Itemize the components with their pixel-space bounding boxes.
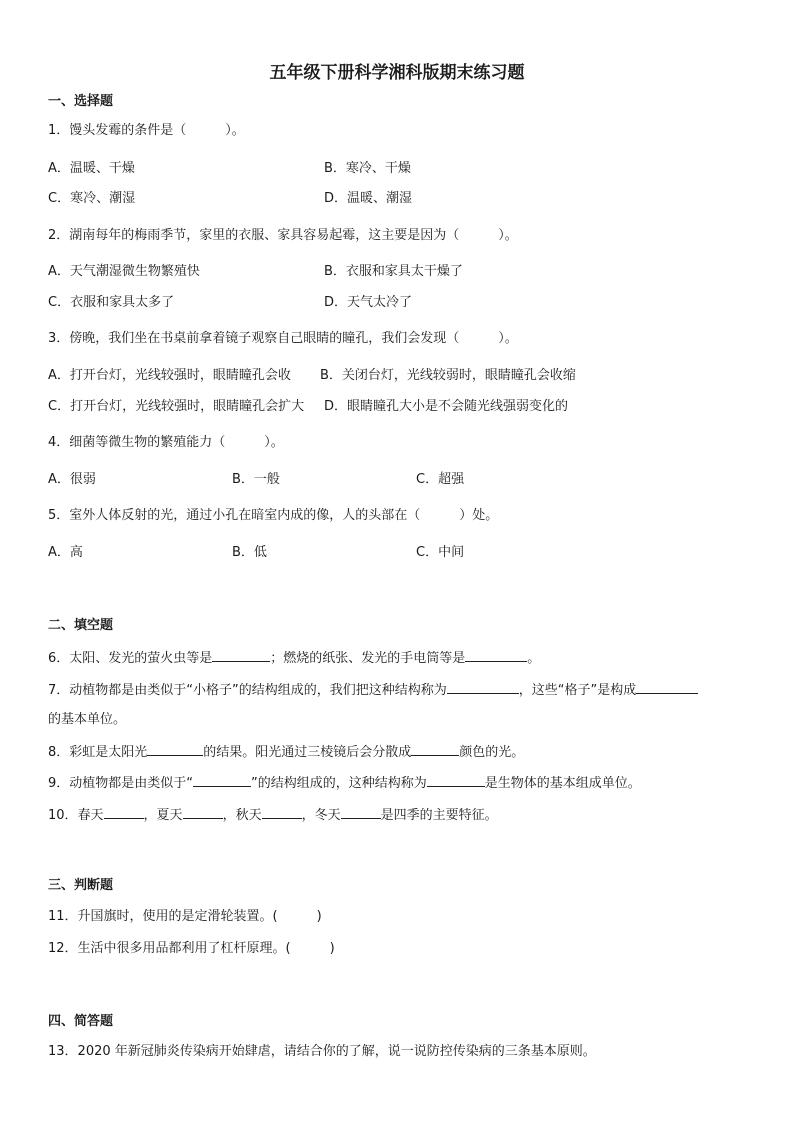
- q10-text-2: ，夏天: [143, 808, 183, 823]
- question-11: 11．升国旗时，使用的是定滑轮装置。( ): [48, 909, 322, 924]
- question-13: 13．2020 年新冠肺炎传染病开始肆虐，请结合你的了解，说一说防控传染病的三条基本原则。: [48, 1044, 596, 1059]
- q2-option-a: A．天气潮湿微生物繁殖快: [48, 264, 200, 279]
- q4-option-b: B．一般: [232, 472, 280, 487]
- q5-option-c: C．中间: [416, 545, 465, 560]
- q2-option-c: C．衣服和家具太多了: [48, 295, 175, 310]
- question-1: 1．馒头发霉的条件是（ ）。: [48, 123, 245, 138]
- question-7: [48, 680, 698, 700]
- question-10: [48, 805, 498, 825]
- q4-option-c: C．超强: [416, 472, 465, 487]
- q9-text-2: ”的结构组成的，这种结构称为: [251, 776, 427, 791]
- q5-option-a: A．高: [48, 545, 83, 560]
- q7-text-1: 7．动植物都是由类似于“小格子”的结构组成的，我们把这种结构称为: [48, 683, 447, 698]
- q1-option-d: D．温暖、潮湿: [324, 191, 413, 206]
- question-12: 12．生活中很多用品都利用了杠杆原理。( ): [48, 941, 335, 956]
- section-heading-short-answer: 四、简答题: [48, 1014, 114, 1029]
- q2-option-b: B．衣服和家具太干燥了: [324, 264, 463, 279]
- q9-text-3: 是生物体的基本组成单位。: [484, 776, 641, 791]
- q3-option-b: B．关闭台灯，光线较弱时，眼睛瞳孔会收缩: [320, 368, 576, 383]
- q5-option-b: B．低: [232, 545, 267, 560]
- q8-text-2: 的结果。阳光通过三棱镜后会分散成: [203, 745, 412, 760]
- q10-text-5: 是四季的主要特征。: [380, 808, 498, 823]
- q10-text-3: ，秋天: [222, 808, 262, 823]
- q6-text-1: 6．太阳、发光的萤火虫等是: [48, 651, 213, 666]
- q8-text-1: 8．彩虹是太阳光: [48, 745, 148, 760]
- q10-text-1: 10．春天: [48, 808, 104, 823]
- q1-option-a: A．温暖、干燥: [48, 161, 135, 176]
- answer-blank[interactable]: [447, 680, 519, 694]
- section-heading-fill: 二、填空题: [48, 618, 114, 633]
- q10-text-4: ，冬天: [301, 808, 341, 823]
- answer-blank[interactable]: [411, 742, 459, 756]
- q1-option-c: C．寒冷、潮湿: [48, 191, 136, 206]
- answer-blank[interactable]: [636, 680, 698, 694]
- section-heading-choice: 一、选择题: [48, 94, 114, 109]
- q6-text-2: ；燃烧的纸张、发光的手电筒等是: [270, 651, 466, 666]
- question-3: 3．傍晚，我们坐在书桌前拿着镜子观察自己眼睛的瞳孔，我们会发现（ ）。: [48, 331, 518, 346]
- question-2: 2．湖南每年的梅雨季节，家里的衣服、家具容易起霉，这主要是因为（ ）。: [48, 228, 518, 243]
- question-5: 5．室外人体反射的光，通过小孔在暗室内成的像，人的头部在（ ）处。: [48, 508, 499, 523]
- answer-blank[interactable]: [212, 648, 270, 662]
- q3-option-c: C．打开台灯，光线较强时，眼睛瞳孔会扩大: [48, 399, 305, 414]
- answer-blank[interactable]: [427, 773, 485, 787]
- q7-text-2: ，这些“格子”是构成: [518, 683, 637, 698]
- q9-text-1: 9．动植物都是由类似于“: [48, 776, 194, 791]
- q4-option-a: A．很弱: [48, 472, 96, 487]
- q6-text-3: 。: [527, 651, 541, 666]
- q3-option-a: A．打开台灯，光线较强时，眼睛瞳孔会收: [48, 368, 291, 383]
- answer-blank[interactable]: [193, 773, 251, 787]
- answer-blank[interactable]: [147, 742, 203, 756]
- q1-option-b: B．寒冷、干燥: [324, 161, 411, 176]
- section-heading-judge: 三、判断题: [48, 878, 114, 893]
- q3-option-d: D．眼睛瞳孔大小是不会随光线强弱变化的: [324, 399, 569, 414]
- answer-blank[interactable]: [262, 805, 302, 819]
- question-7-continued: 的基本单位。: [48, 712, 127, 727]
- answer-blank[interactable]: [104, 805, 144, 819]
- question-8: [48, 742, 524, 762]
- q8-text-3: 颜色的光。: [459, 745, 525, 760]
- q2-option-d: D．天气太冷了: [324, 295, 413, 310]
- question-9: [48, 773, 641, 793]
- answer-blank[interactable]: [465, 648, 527, 662]
- page-title: 五年级下册科学湘科版期末练习题: [269, 63, 525, 83]
- answer-blank[interactable]: [183, 805, 223, 819]
- question-4: 4．细菌等微生物的繁殖能力（ ）。: [48, 435, 284, 450]
- answer-blank[interactable]: [341, 805, 381, 819]
- question-6: [48, 648, 540, 668]
